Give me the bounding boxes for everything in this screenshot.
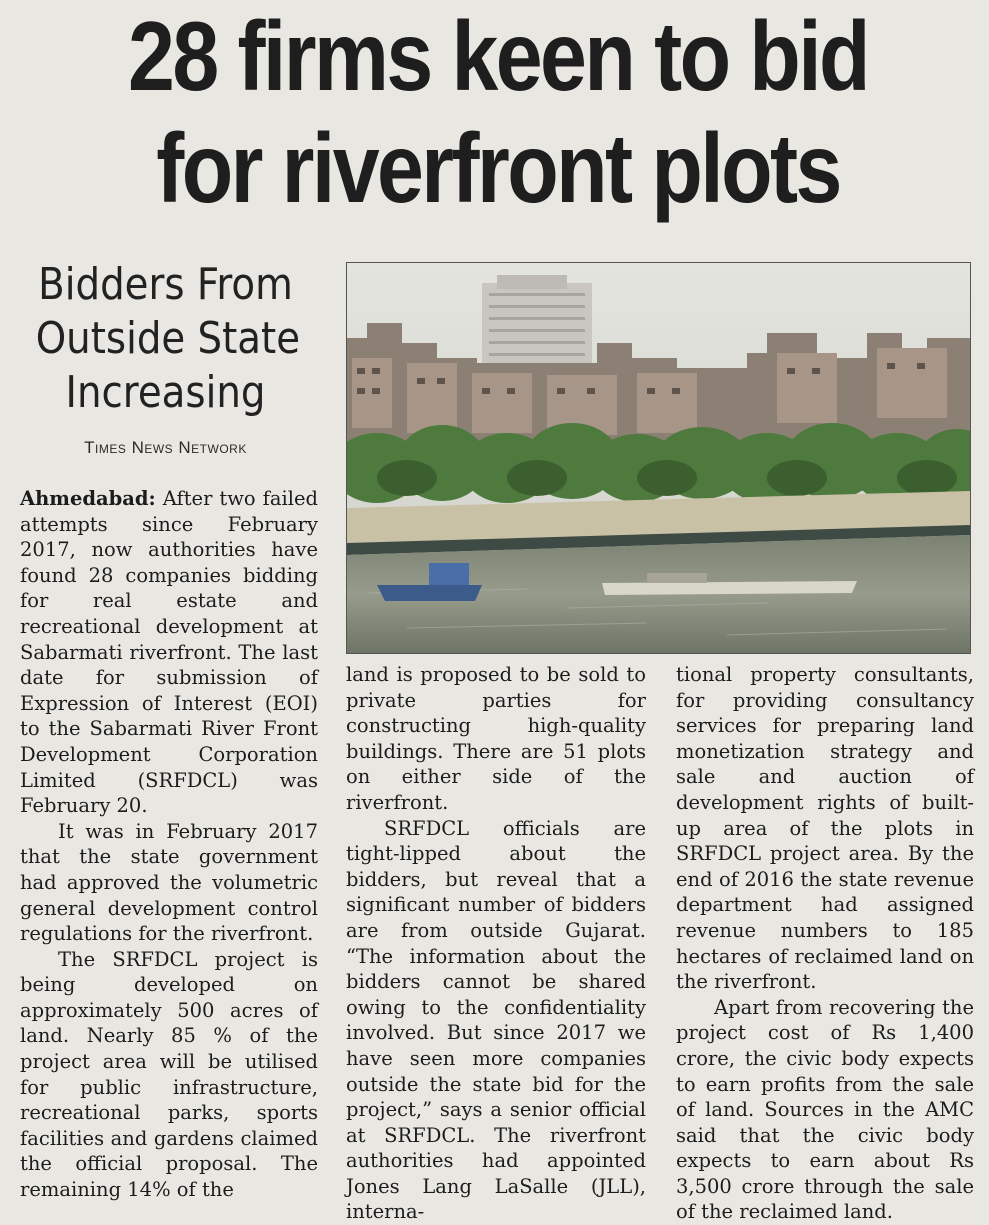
- subheadline: [35, 258, 301, 420]
- article-column-2: [346, 662, 646, 1225]
- headline-line-2: for riverfront plots: [156, 113, 840, 223]
- article-column-3: [676, 662, 974, 1225]
- headline-line-1: 28 firms keen to bid: [128, 1, 868, 111]
- headline: [94, 0, 902, 224]
- subhead-line-3: Increasing: [65, 367, 266, 418]
- article-text: After two failed attempts since February 2017, now authorities have found 28 companies bidding for real estate and recreational development at Sabarmati riverfront. The last date for submission of Expression of Interest (EOI) to the Sabarmati River Front Development Corporation Limited (SRFDCL) was February 20.: [20, 487, 318, 818]
- article-dateline: Ahmedabad:: [20, 487, 156, 510]
- subhead-line-1: Bidders From: [38, 259, 293, 310]
- byline: Times News Network: [84, 438, 247, 457]
- article-column-1: [20, 486, 318, 1203]
- article-paragraph: tional property consultants, for providing consultancy services for preparing land monetization strategy and sale and auction of development rights of built-up area of the plots in SRFDCL project area. By the end of 2016 the state revenue department had assigned revenue numbers to 185 hectares of reclaimed land on the riverfront.: [676, 663, 974, 994]
- article-paragraph: SRFDCL officials are tight-lipped about the bidders, but reveal that a significant number of bidders are from outside Gujarat. “The information about the bidders cannot be shared owing to the confidentiality involved. But since 2017 we have seen more companies outside the state bid for the project,” says a senior official at SRFDCL. The riverfront authorities had appointed Jones Lang LaSalle (JLL), interna-: [346, 816, 646, 1224]
- article-paragraph: Apart from recovering the project cost of Rs 1,400 crore, the civic body expects to earn profits from the sale of land. Sources in the AMC said that the civic body expects to earn about Rs 3,500 crore through the sale of the reclaimed land.: [676, 995, 974, 1224]
- article-paragraph: land is proposed to be sold to private parties for constructing high-quality buildings. There are 51 plots on either side of the riverfront.: [346, 663, 646, 814]
- subhead-line-2: Outside State: [35, 313, 301, 364]
- article-paragraph: It was in February 2017 that the state government had approved the volumetric general development control regulations for the riverfront.: [20, 819, 318, 946]
- riverfront-photo-image: [347, 263, 970, 653]
- article-paragraph: [20, 486, 318, 819]
- riverfront-photo: [346, 262, 971, 654]
- article-paragraph: The SRFDCL project is being developed on approximately 500 acres of land. Nearly 85 % of the project area will be utilised for public infrastructure, recreational parks, sports facilities and gardens claimed the official proposal. The remaining 14% of the: [20, 947, 318, 1202]
